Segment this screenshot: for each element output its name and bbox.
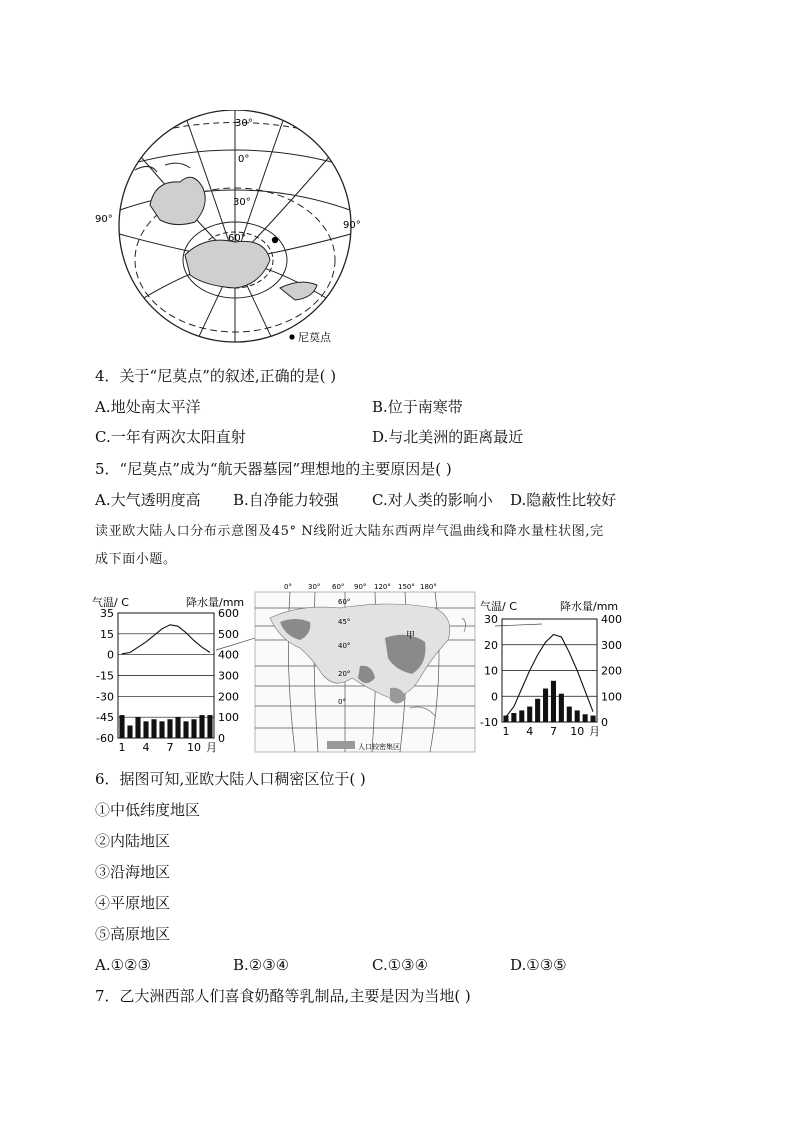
precip-bar xyxy=(551,681,556,722)
lat-label: 30° xyxy=(235,118,253,129)
question-7-stem: 7．乙大洲西部人们喜食奶酪等乳制品,主要是因为当地( ) xyxy=(95,987,471,1005)
intro-text xyxy=(95,518,705,574)
precip-tick-label: 0 xyxy=(218,732,225,745)
q5-option-c[interactable]: C.对人类的影响小 xyxy=(372,491,493,509)
q4-option-c[interactable]: C.一年有两次太阳直射 xyxy=(95,428,246,446)
precip-bar xyxy=(591,716,596,722)
precip-bar xyxy=(119,715,124,738)
map-lon-label: 90° xyxy=(354,583,367,591)
month-tick-label: 4 xyxy=(142,741,150,754)
temp-tick-label: -10 xyxy=(480,716,498,729)
question-5-stem: 5．“尼莫点”成为“航天器墓园”理想地的主要原因是( ) xyxy=(95,460,452,478)
q5-option-a[interactable]: A.大气透明度高 xyxy=(95,491,201,509)
precip-bar xyxy=(207,715,212,738)
q6-item-1: ①中低纬度地区 xyxy=(95,801,201,819)
precip-bar xyxy=(151,719,156,738)
q5-option-d[interactable]: D.隐蔽性比较好 xyxy=(510,491,617,509)
map-lat-label: 20° xyxy=(338,670,351,678)
lat-label: 60° xyxy=(228,233,246,244)
precip-tick-label: 200 xyxy=(218,690,239,704)
month-tick-label: 1 xyxy=(118,741,126,754)
map-lon-label: 30° xyxy=(308,583,321,591)
lon-label-left: 90° xyxy=(95,214,113,225)
precip-bar xyxy=(527,707,532,722)
map-lat-label: 45° xyxy=(338,618,351,626)
temp-tick-label: -45 xyxy=(96,711,114,725)
precip-tick-label: 600 xyxy=(218,607,239,620)
month-tick-label: 1 xyxy=(502,725,510,738)
map-lon-label: 120° xyxy=(374,583,391,591)
intro-line-2: 成下面小题。 xyxy=(95,552,177,567)
temp-tick-label: 10 xyxy=(484,664,498,678)
climate-map-figure xyxy=(90,578,635,758)
precip-bar xyxy=(127,726,132,739)
map-lon-label: 150° xyxy=(398,583,415,591)
left-chart-ylabel-precip: 降水量/mm xyxy=(186,596,245,609)
right-chart-ylabel-temp: 气温/ C xyxy=(480,600,517,613)
temp-tick-label: -60 xyxy=(96,732,114,745)
precip-bar xyxy=(199,715,204,738)
q6-item-3: ③沿海地区 xyxy=(95,863,171,881)
q6-option-a[interactable]: A.①②③ xyxy=(95,956,151,974)
precip-tick-label: 200 xyxy=(601,664,622,678)
question-6-stem: 6．据图可知,亚欧大陆人口稠密区位于( ) xyxy=(95,770,366,788)
precip-bar xyxy=(143,721,148,738)
q6-option-c[interactable]: C.①③④ xyxy=(372,956,429,974)
precip-bar xyxy=(511,713,516,722)
temperature-line xyxy=(122,625,210,654)
month-tick-label: 7 xyxy=(166,741,174,754)
month-tick-label: 4 xyxy=(526,725,534,738)
map-lon-label: 60° xyxy=(332,583,345,591)
precip-tick-label: 100 xyxy=(601,690,622,704)
month-tick-label: 10 xyxy=(187,741,201,754)
lat-label: 0° xyxy=(238,154,250,165)
lat-label: 30° xyxy=(233,197,251,208)
q4-option-d[interactable]: D.与北美洲的距离最近 xyxy=(372,428,524,446)
temp-tick-label: -30 xyxy=(96,690,114,704)
right-chart-ylabel-precip: 降水量/mm xyxy=(560,600,619,613)
precip-tick-label: 400 xyxy=(218,648,239,662)
temp-tick-label: 0 xyxy=(107,648,114,662)
q6-option-b[interactable]: B.②③④ xyxy=(233,956,290,974)
precip-bar xyxy=(167,719,172,738)
temp-tick-label: 0 xyxy=(491,690,498,704)
temp-tick-label: 20 xyxy=(484,638,498,652)
temperature-line xyxy=(506,635,593,717)
map-place-label: 甲 xyxy=(406,631,416,641)
precip-bar xyxy=(159,721,164,738)
eurasia-population-map xyxy=(255,583,475,752)
map-lat-label: 60° xyxy=(338,598,351,606)
lon-label-right: 90° xyxy=(343,220,361,231)
month-unit-label: 月 xyxy=(589,725,600,738)
precip-bar xyxy=(559,694,564,722)
globe-figure xyxy=(95,110,375,350)
precip-tick-label: 100 xyxy=(218,711,239,725)
precip-bar xyxy=(535,699,540,722)
temp-tick-label: 15 xyxy=(100,627,114,641)
precip-tick-label: 0 xyxy=(601,716,608,729)
q6-option-d[interactable]: D.①③⑤ xyxy=(510,956,567,974)
map-lat-label: 40° xyxy=(338,642,351,650)
precip-tick-label: 300 xyxy=(601,638,622,652)
left-climate-chart xyxy=(96,607,239,754)
precip-bar xyxy=(183,721,188,738)
q5-option-b[interactable]: B.自净能力较强 xyxy=(233,491,339,509)
q6-item-4: ④平原地区 xyxy=(95,894,171,912)
precip-bar xyxy=(567,707,572,722)
q6-item-5: ⑤高原地区 xyxy=(95,925,171,943)
precip-bar xyxy=(519,710,524,722)
precip-bar xyxy=(135,717,140,738)
precip-bar xyxy=(175,717,180,738)
q4-option-a[interactable]: A.地处南太平洋 xyxy=(95,398,201,416)
precip-tick-label: 300 xyxy=(218,669,239,683)
left-chart-ylabel-temp: 气温/ C xyxy=(92,596,129,609)
precip-bar xyxy=(543,689,548,722)
month-unit-label: 月 xyxy=(206,741,217,754)
map-lon-label: 180° xyxy=(420,583,437,591)
month-tick-label: 7 xyxy=(549,725,557,738)
temp-tick-label: -15 xyxy=(96,669,114,683)
question-4-stem: 4．关于“尼莫点”的叙述,正确的是( ) xyxy=(95,367,337,385)
q4-option-b[interactable]: B.位于南寒带 xyxy=(372,398,463,416)
month-tick-label: 10 xyxy=(570,725,585,738)
map-lon-label: 0° xyxy=(284,583,292,591)
intro-line-1: 读亚欧大陆人口分布示意图及45° N线附近大陆东西两岸气温曲线和降水量柱状图,完 xyxy=(95,524,604,539)
temp-tick-label: 30 xyxy=(484,613,498,626)
temp-tick-label: 35 xyxy=(100,607,114,620)
figure-legend: 尼莫点 xyxy=(298,331,331,344)
precip-bar xyxy=(191,719,196,738)
precip-tick-label: 500 xyxy=(218,627,239,641)
map-lat-label: 0° xyxy=(338,698,346,706)
q6-item-2: ②内陆地区 xyxy=(95,832,171,850)
precip-bar xyxy=(583,714,588,722)
precip-tick-label: 400 xyxy=(601,613,622,626)
right-climate-chart xyxy=(480,613,622,738)
precip-bar xyxy=(575,710,580,722)
map-legend: 人口较密集区 xyxy=(358,743,400,751)
